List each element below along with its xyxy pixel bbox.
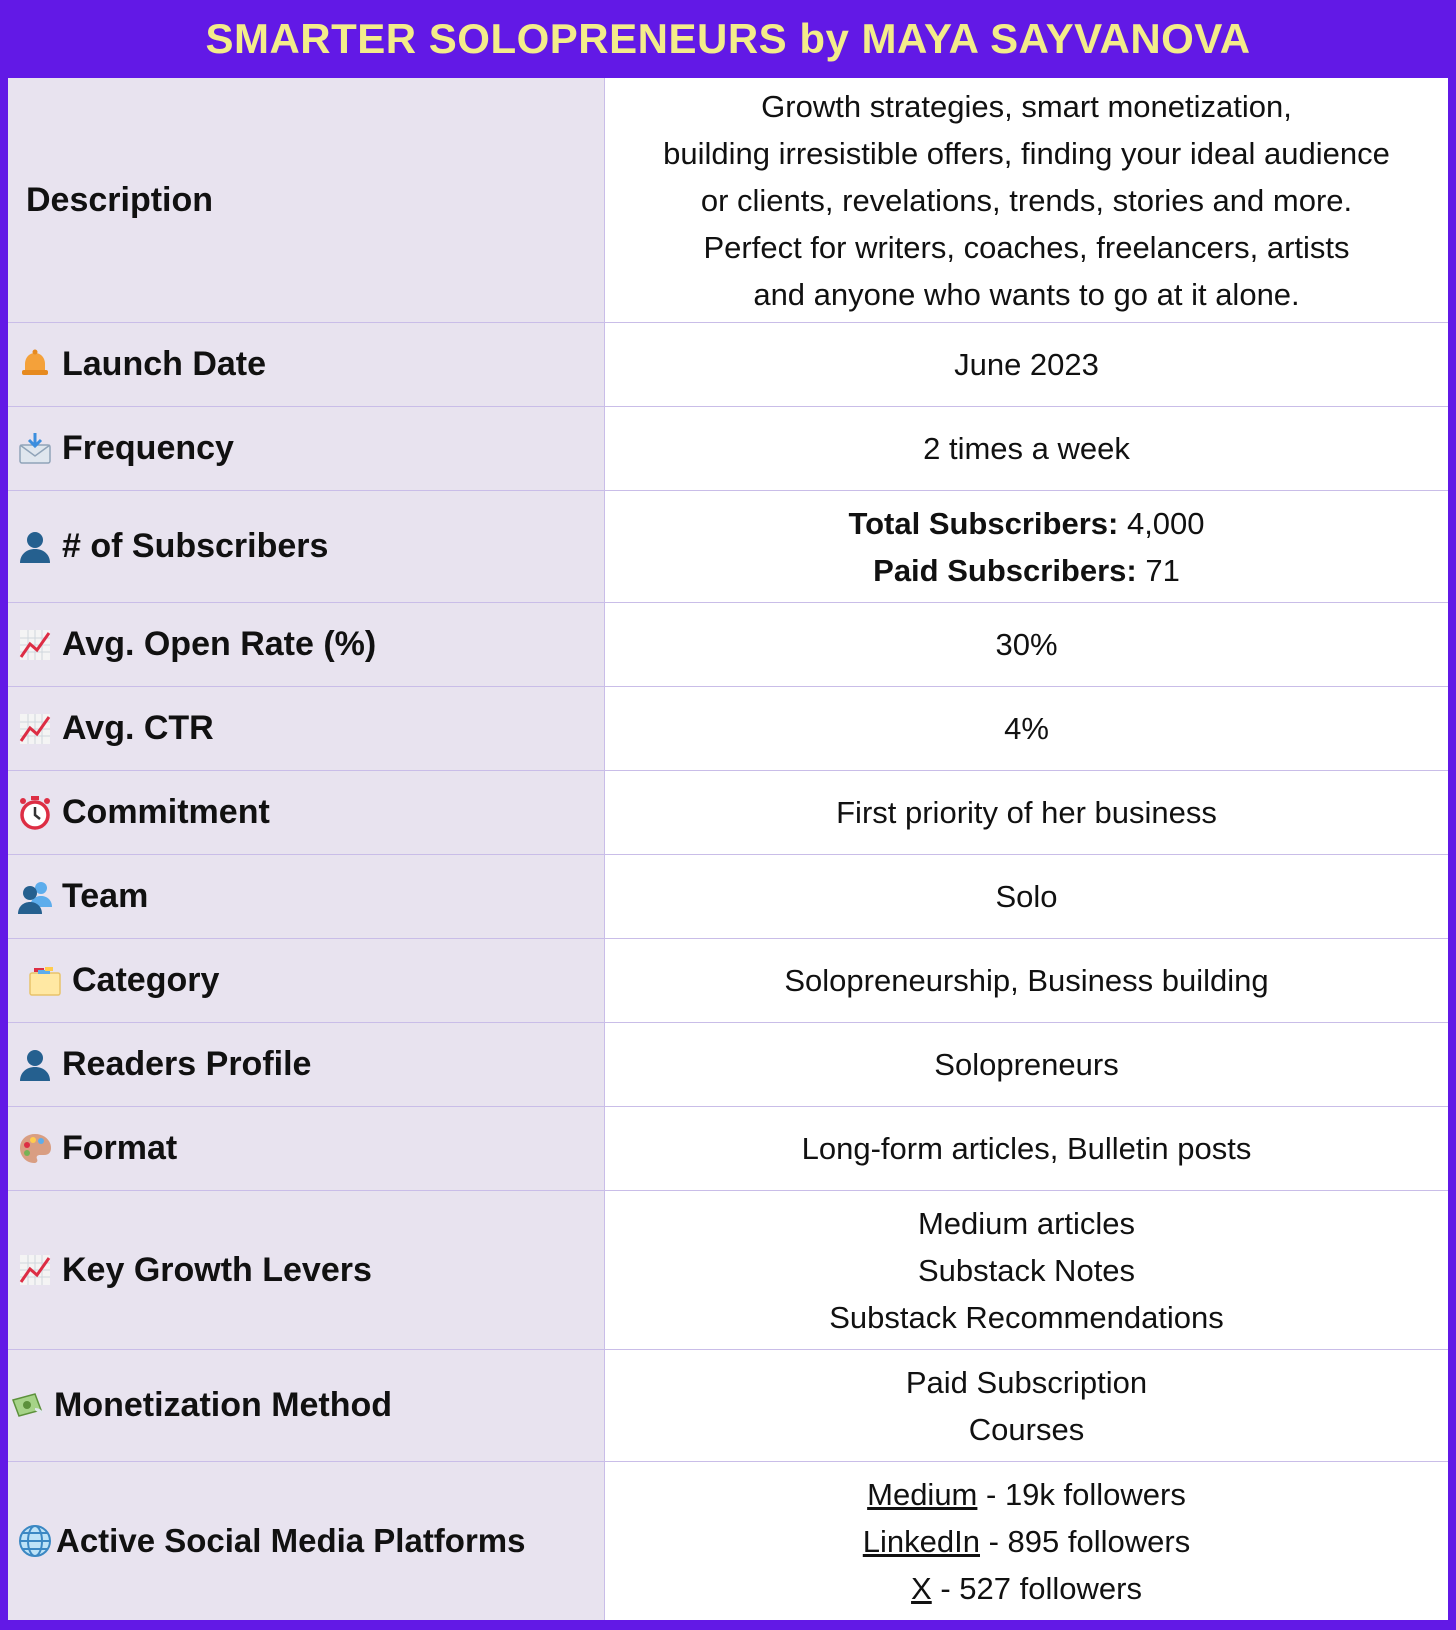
readers-profile-value: Solopreneurs: [934, 1047, 1119, 1082]
growth-lever-item: Substack Recommendations: [829, 1299, 1224, 1335]
row-label-text: Avg. CTR: [62, 709, 214, 747]
row-value: [605, 491, 1448, 602]
row-label: [8, 855, 605, 938]
monetization-item: Paid Subscription: [905, 1364, 1148, 1400]
row-label: [8, 603, 605, 686]
row-launch-date: [8, 323, 1448, 407]
person-icon: [16, 1046, 54, 1084]
row-value: [605, 78, 1448, 322]
social-platform-line: [911, 1565, 1142, 1612]
description-line: Growth strategies, smart monetization,: [761, 88, 1292, 124]
chart-increasing-icon: [16, 710, 54, 748]
person-icon: [16, 528, 54, 566]
row-value: [605, 1107, 1448, 1190]
row-label: [8, 78, 605, 322]
newsletter-stats-table: [8, 78, 1448, 1620]
row-open-rate: [8, 603, 1448, 687]
inbox-envelope-icon: [16, 430, 54, 468]
description-line: or clients, revelations, trends, stories and more.: [700, 182, 1353, 218]
row-label: [8, 1350, 605, 1461]
row-team: [8, 855, 1448, 939]
row-value: [605, 939, 1448, 1022]
description-line: Perfect for writers, coaches, freelancers, artists: [703, 229, 1350, 265]
money-wings-icon: [8, 1387, 46, 1425]
row-commitment: [8, 771, 1448, 855]
platform-followers: - 527 followers: [931, 1570, 1142, 1606]
row-value: [605, 603, 1448, 686]
platform-followers: - 19k followers: [977, 1476, 1186, 1512]
category-value: Solopreneurship, Business building: [784, 963, 1269, 998]
row-monetization: [8, 1350, 1448, 1462]
row-value: [605, 1350, 1448, 1461]
row-frequency: [8, 407, 1448, 491]
row-label-text: Description: [26, 180, 214, 219]
chart-increasing-icon: [16, 626, 54, 664]
row-label-text: Avg. Open Rate (%): [62, 625, 377, 663]
row-label: [8, 491, 605, 602]
row-label: [8, 1023, 605, 1106]
row-label: [8, 407, 605, 490]
row-label-text: Format: [62, 1129, 178, 1167]
row-value: [605, 687, 1448, 770]
row-category: [8, 939, 1448, 1023]
row-label: [8, 1191, 605, 1349]
row-growth-levers: [8, 1191, 1448, 1350]
format-value: Long-form articles, Bulletin posts: [801, 1131, 1252, 1166]
row-label-text: Frequency: [62, 429, 234, 467]
row-label-text: Readers Profile: [62, 1045, 312, 1083]
row-format: [8, 1107, 1448, 1191]
linkedin-link[interactable]: LinkedIn: [862, 1523, 980, 1559]
row-label-text: # of Subscribers: [62, 527, 329, 565]
row-label-text: Team: [62, 877, 149, 915]
row-label-text: Category: [72, 961, 220, 999]
row-label: [8, 1462, 605, 1620]
alarm-clock-icon: [16, 794, 54, 832]
row-label: [8, 323, 605, 406]
row-label: [8, 687, 605, 770]
platform-followers: - 895 followers: [980, 1523, 1191, 1559]
open-rate-value: 30%: [995, 627, 1058, 662]
row-value: [605, 1023, 1448, 1106]
row-value: [605, 323, 1448, 406]
row-value: [605, 1191, 1448, 1349]
ctr-value: 4%: [1004, 711, 1049, 746]
artist-palette-icon: [16, 1130, 54, 1168]
bell-icon: [16, 346, 54, 384]
row-label-text: Active Social Media Platforms: [56, 1522, 526, 1559]
row-value: [605, 771, 1448, 854]
growth-lever-item: Substack Notes: [917, 1252, 1136, 1288]
two-people-icon: [16, 878, 54, 916]
row-label-text: Key Growth Levers: [62, 1250, 372, 1289]
total-subscribers-line: [848, 500, 1204, 547]
row-ctr: [8, 687, 1448, 771]
row-value: [605, 1462, 1448, 1620]
launch-date-value: June 2023: [954, 347, 1099, 382]
row-readers-profile: [8, 1023, 1448, 1107]
team-value: Solo: [995, 879, 1058, 914]
medium-link[interactable]: Medium: [867, 1476, 978, 1512]
row-label: [8, 939, 605, 1022]
paid-subscribers-line: [873, 547, 1180, 594]
row-label: [8, 1107, 605, 1190]
page-title: SMARTER SOLOPRENEURS by MAYA SAYVANOVA: [205, 15, 1251, 62]
description-line: building irresistible offers, finding your ideal audience: [663, 135, 1390, 171]
row-label-text: Launch Date: [62, 345, 267, 383]
row-description: [8, 78, 1448, 323]
chart-increasing-icon: [16, 1251, 54, 1289]
total-subscribers-label: Total Subscribers:: [848, 505, 1119, 541]
total-subscribers-value: 4,000: [1126, 505, 1205, 541]
row-value: [605, 407, 1448, 490]
frequency-value: 2 times a week: [923, 431, 1130, 466]
card-index-icon: [26, 962, 64, 1000]
row-label-text: Monetization Method: [54, 1386, 393, 1424]
social-platform-line: [863, 1518, 1190, 1565]
row-label-text: Commitment: [62, 793, 270, 831]
x-link[interactable]: X: [911, 1570, 932, 1606]
row-value: [605, 855, 1448, 938]
monetization-item: Courses: [968, 1411, 1085, 1447]
row-label: [8, 771, 605, 854]
globe-icon: [16, 1522, 54, 1560]
social-platform-line: [867, 1471, 1186, 1518]
paid-subscribers-label: Paid Subscribers:: [873, 552, 1137, 588]
paid-subscribers-value: 71: [1145, 552, 1180, 588]
commitment-value: First priority of her business: [836, 795, 1217, 830]
description-line: and anyone who wants to go at it alone.: [753, 276, 1300, 312]
row-subscribers: [8, 491, 1448, 603]
row-social-platforms: [8, 1462, 1448, 1620]
growth-lever-item: Medium articles: [917, 1205, 1136, 1241]
